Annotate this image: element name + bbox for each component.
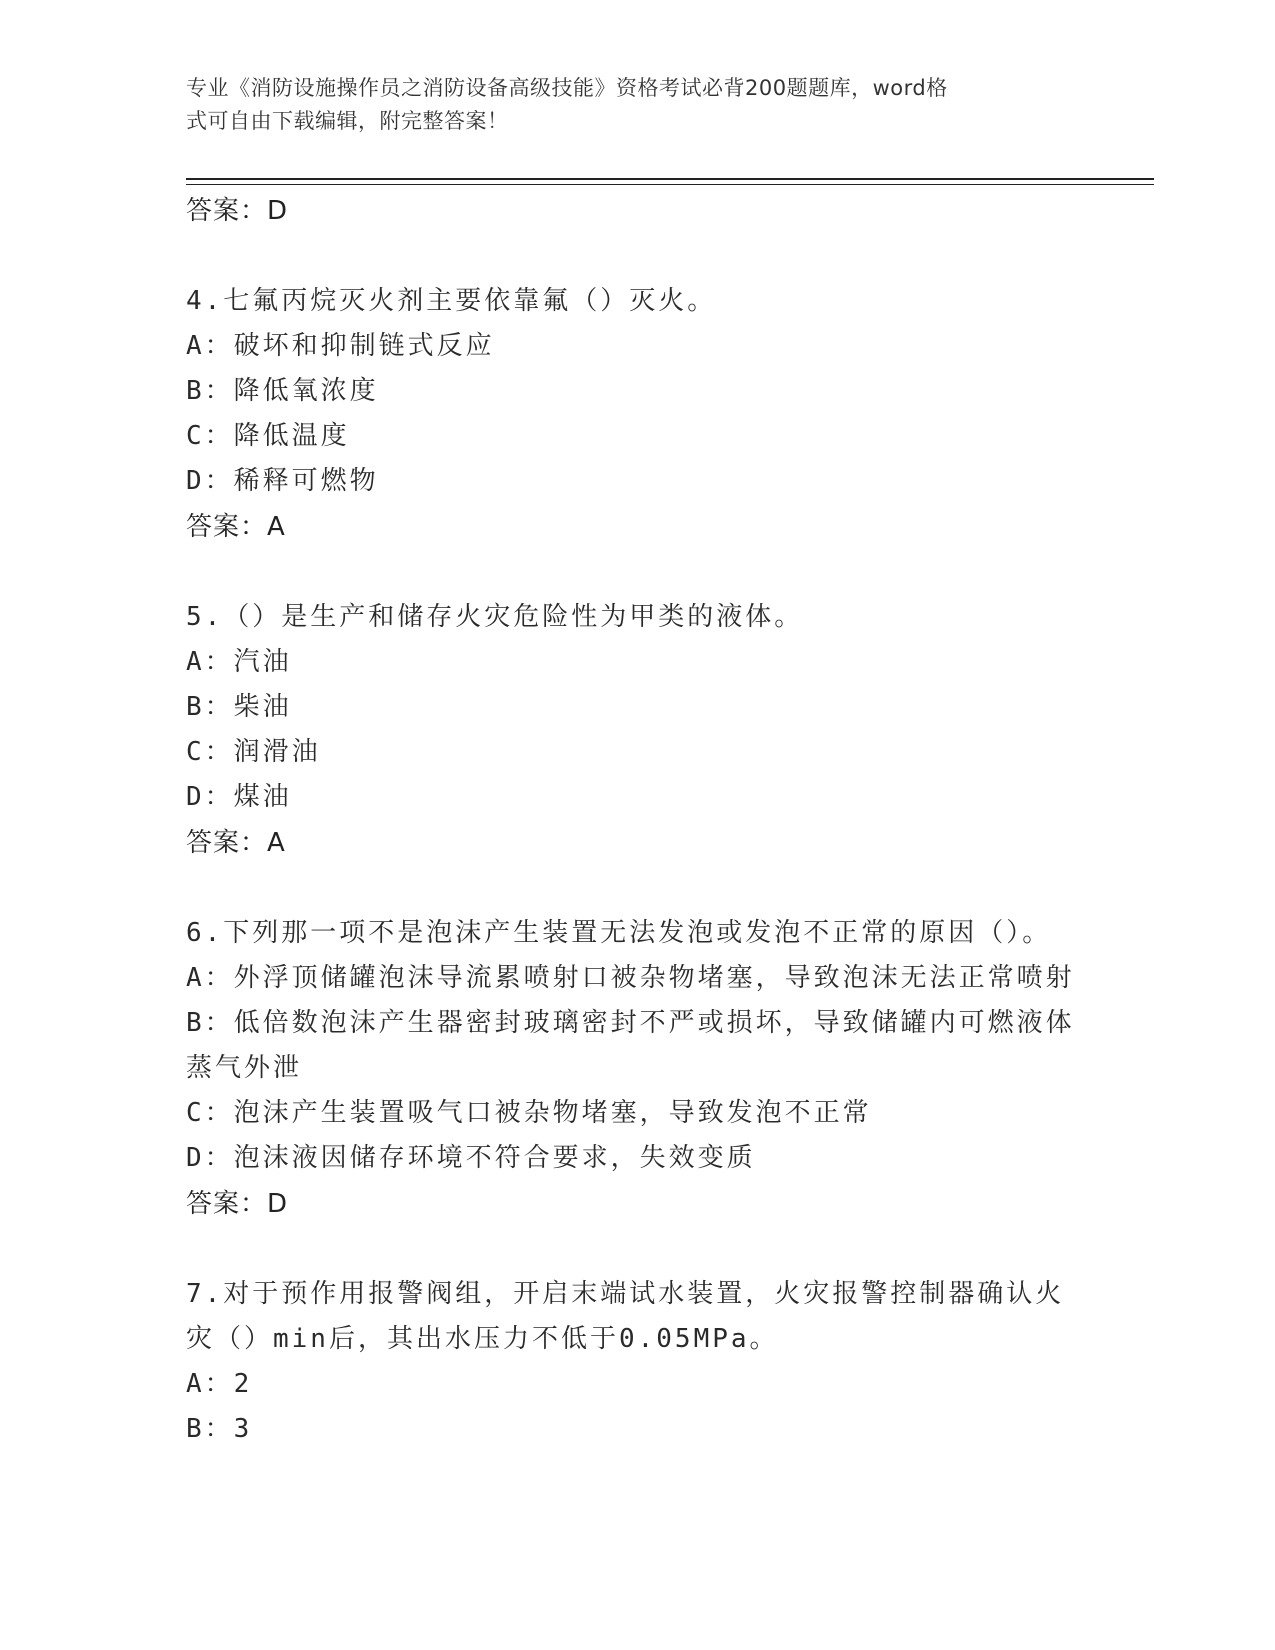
- option-b: B：3: [186, 1414, 253, 1444]
- question-4: [186, 279, 1086, 550]
- option-a: A：外浮顶储罐泡沫导流累喷射口被杂物堵塞，导致泡沫无法正常喷射: [186, 963, 1075, 993]
- option-d: D：煤油: [186, 782, 292, 812]
- document-body: [186, 188, 1086, 1452]
- option-b: B：柴油: [186, 692, 292, 722]
- header-divider-thick: [186, 178, 1154, 180]
- header-divider-thin: [186, 184, 1154, 185]
- option-c: C：润滑油: [186, 737, 321, 767]
- option-a: A：汽油: [186, 647, 292, 677]
- question-stem: 6.下列那一项不是泡沫产生装置无法发泡或发泡不正常的原因（）。: [186, 918, 1052, 948]
- header-line-2: 式可自由下载编辑，附完整答案！: [186, 109, 509, 133]
- answer-line: 答案：A: [186, 828, 286, 858]
- option-c: C：降低温度: [186, 421, 350, 451]
- option-d: D：稀释可燃物: [186, 466, 379, 496]
- question-stem: 4.七氟丙烷灭火剂主要依靠氟（）灭火。: [186, 286, 717, 316]
- option-c: C：泡沫产生装置吸气口被杂物堵塞，导致发泡不正常: [186, 1098, 872, 1128]
- question-stem: 7.对于预作用报警阀组，开启末端试水装置，火灾报警控制器确认火灾（）min后，其出水压力不低于0.05MPa。: [186, 1279, 1065, 1354]
- option-b: B：低倍数泡沫产生器密封玻璃密封不严或损坏，导致储罐内可燃液体蒸气外泄: [186, 1008, 1075, 1083]
- question-5: [186, 595, 1086, 866]
- option-d: D：泡沫液因储存环境不符合要求，失效变质: [186, 1143, 756, 1173]
- option-b: B：降低氧浓度: [186, 376, 379, 406]
- question-7: [186, 1272, 1086, 1452]
- option-a: A：2: [186, 1369, 253, 1399]
- question-stem: 5.（）是生产和储存火灾危险性为甲类的液体。: [186, 602, 804, 632]
- option-a: A：破坏和抑制链式反应: [186, 331, 495, 361]
- answer-line: 答案：D: [186, 196, 289, 226]
- header-line-1: 专业《消防设施操作员之消防设备高级技能》资格考试必背200题题库，word格: [186, 76, 948, 100]
- question-6: [186, 911, 1086, 1227]
- answer-line: 答案：A: [186, 512, 286, 542]
- document-header: [186, 72, 1066, 138]
- answer-line: 答案：D: [186, 1189, 289, 1219]
